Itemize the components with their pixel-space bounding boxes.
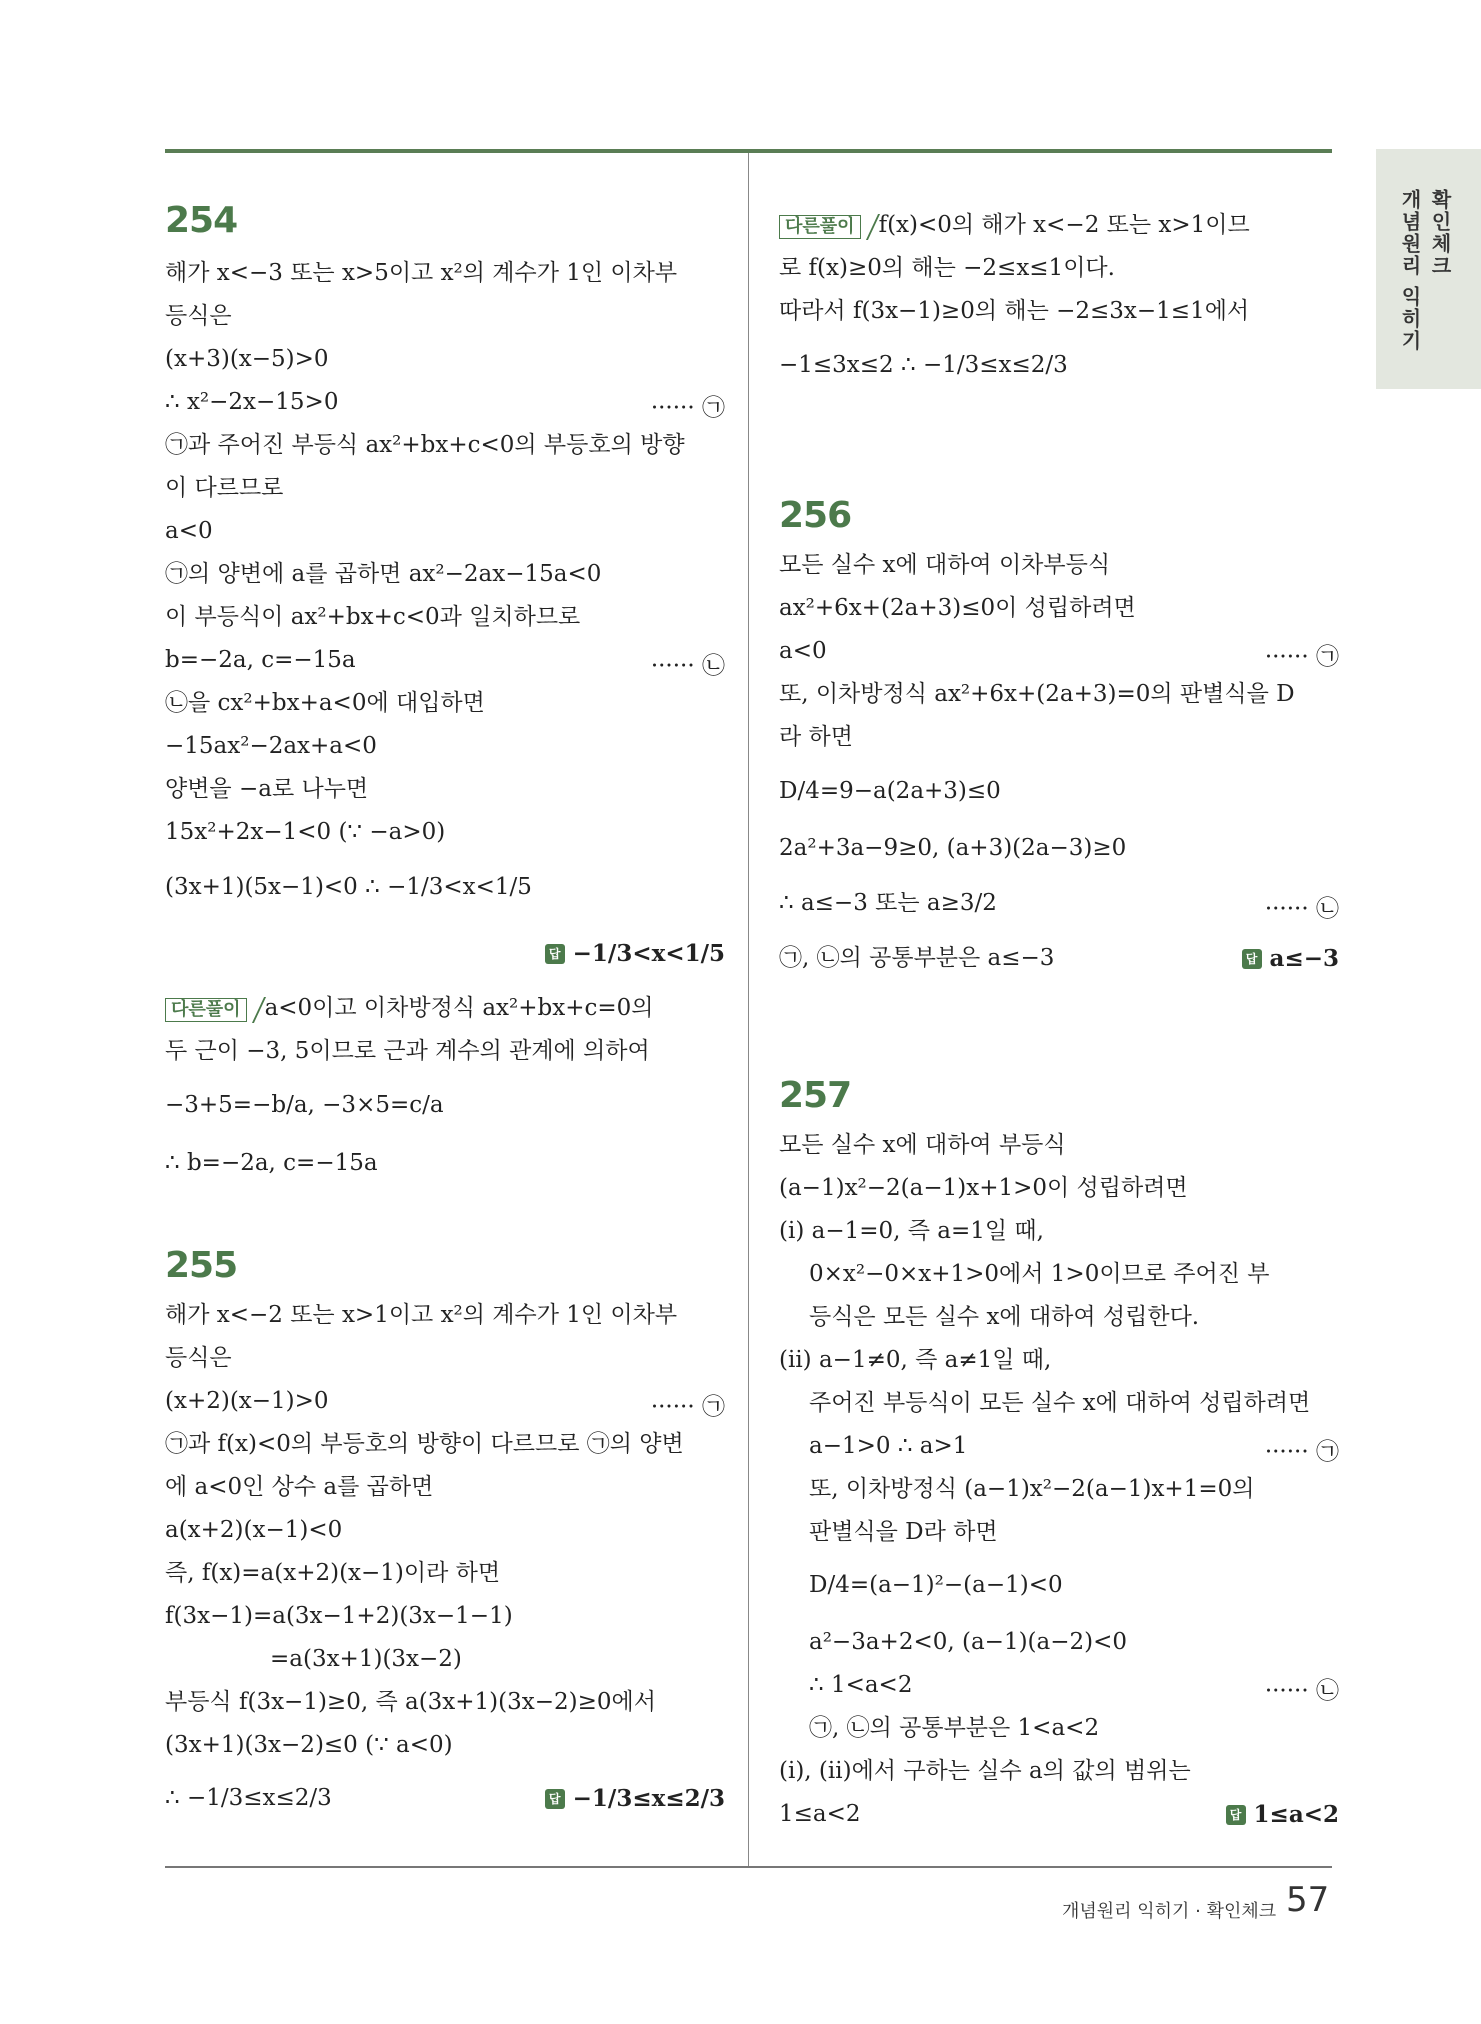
answer-icon: 답 [545,944,565,964]
text-line: 모든 실수 x에 대하여 부등식 [779,1132,1066,1158]
problem-number: 257 [779,1075,852,1116]
text-line: ㉡을 cx²+bx+a<0에 대입하면 [165,690,485,716]
text-line: 해가 x<−2 또는 x>1이고 x²의 계수가 1인 이차부 [165,1302,678,1328]
problem-number: 256 [779,495,852,536]
text-line: 등식은 [165,303,232,329]
text-line: ax²+6x+(2a+3)≤0이 성립하려면 [779,595,1136,621]
text-line: (3x+1)(3x−2)≤0 (∵ a<0) [165,1732,453,1758]
text-line: f(x)<0의 해가 x<−2 또는 x>1이므 [878,212,1250,238]
text-line: (ⅱ) a−1≠0, 즉 a≠1일 때, [779,1347,1052,1373]
page-number: 57 [1286,1880,1330,1920]
text-line: =a(3x+1)(3x−2) [270,1646,462,1672]
text-line: ㉠과 f(x)<0의 부등호의 방향이 다르므로 ㉠의 양변 [165,1431,684,1457]
text-line: (x+2)(x−1)>0 [165,1388,329,1414]
side-tab-line2: 개념원리 익히기 [1398,189,1422,352]
text-line: −15ax²−2ax+a<0 [165,733,377,759]
problem-number: 255 [165,1245,238,1286]
text-line: ㉠, ㉡의 공통부분은 1<a<2 [809,1715,1100,1741]
text-line: 로 f(x)≥0의 해는 −2≤x≤1이다. [779,255,1115,281]
text-line: (ⅰ) a−1=0, 즉 a=1일 때, [779,1218,1044,1244]
text-line: 이 부등식이 ax²+bx+c<0과 일치하므로 [165,604,581,630]
marker-label: ······ ㉠ [1264,644,1339,670]
side-tab [1376,149,1481,389]
text-line: (x+3)(x−5)>0 [165,346,329,372]
problem-number: 254 [165,200,238,241]
text-line: 또, 이차방정식 ax²+6x+(2a+3)=0의 판별식을 D [779,681,1295,707]
answer-text: −1/3≤x≤2/3 [572,1785,725,1812]
bottom-rule [165,1866,1332,1868]
text-line: (ⅰ), (ⅱ)에서 구하는 실수 a의 값의 범위는 [779,1758,1191,1784]
marker-label: ······ ㉡ [1264,896,1339,922]
text-line: 등식은 [165,1345,232,1371]
answer-text: a≤−3 [1269,945,1339,972]
marker-label: ······ ㉡ [650,653,725,679]
text-line: ㉠과 주어진 부등식 ax²+bx+c<0의 부등호의 방향 [165,432,685,458]
text-line: 부등식 f(3x−1)≥0, 즉 a(3x+1)(3x−2)≥0에서 [165,1689,656,1715]
text-line: a−1>0 ∴ a>1 [809,1433,968,1459]
text-line: 라 하면 [779,724,853,750]
answer-text: 1≤a<2 [1253,1801,1339,1828]
column-divider [748,153,749,1866]
text-line: 양변을 −a로 나누면 [165,776,369,802]
text-line: D/4=(a−1)²−(a−1)<0 [809,1572,1063,1598]
text-line: 등식은 모든 실수 x에 대하여 성립한다. [809,1304,1200,1330]
text-line: 주어진 부등식이 모든 실수 x에 대하여 성립하려면 [809,1390,1311,1416]
alt-solution-line [165,995,653,1023]
text-line: 2a²+3a−9≥0, (a+3)(2a−3)≥0 [779,835,1127,861]
answer [1226,1801,1339,1828]
text-line: a²−3a+2<0, (a−1)(a−2)<0 [809,1629,1128,1655]
text-line: 모든 실수 x에 대하여 이차부등식 [779,552,1111,578]
text-line: a(x+2)(x−1)<0 [165,1517,343,1543]
marker-label: ······ ㉡ [1264,1678,1339,1704]
answer-icon: 답 [1242,949,1262,969]
text-line: ∴ a≤−3 또는 a≥3/2 [779,890,997,916]
answer [545,1785,725,1812]
text-line: (a−1)x²−2(a−1)x+1>0이 성립하려면 [779,1175,1188,1201]
text-line: D/4=9−a(2a+3)≤0 [779,778,1001,804]
answer [1242,945,1339,972]
text-line: ∴ x²−2x−15>0 [165,389,339,415]
text-line: a<0이고 이차방정식 ax²+bx+c=0의 [264,995,654,1021]
text-line: −3+5=−b/a, −3×5=c/a [165,1092,444,1118]
answer-text: −1/3<x<1/5 [572,940,725,967]
answer-icon: 답 [545,1789,565,1809]
text-line: (3x+1)(5x−1)<0 ∴ −1/3<x<1/5 [165,874,532,900]
text-line: ∴ b=−2a, c=−15a [165,1150,378,1176]
text-line: 1≤a<2 [779,1801,861,1827]
text-line: ∴ −1/3≤x≤2/3 [165,1785,332,1811]
text-line: ㉠의 양변에 a를 곱하면 ax²−2ax−15a<0 [165,561,602,587]
marker-label: ······ ㉠ [650,395,725,421]
alt-solution-line [779,212,1250,240]
side-tab-line1: 확인체크 [1428,189,1452,277]
text-line: 에 a<0인 상수 a를 곱하면 [165,1474,434,1500]
alt-solution-label: 다른풀이 [165,998,247,1022]
footer-section: 개념원리 익히기 · 확인체크 [1062,1901,1277,1922]
text-line: 해가 x<−3 또는 x>5이고 x²의 계수가 1인 이차부 [165,260,678,286]
text-line: −1≤3x≤2 ∴ −1/3≤x≤2/3 [779,352,1068,378]
text-line: a<0 [165,518,213,544]
text-line: 또, 이차방정식 (a−1)x²−2(a−1)x+1=0의 [809,1476,1255,1502]
alt-solution-label: 다른풀이 [779,215,861,239]
text-line: 이 다르므로 [165,475,284,501]
answer [545,940,725,967]
text-line: b=−2a, c=−15a [165,647,356,673]
text-line: 15x²+2x−1<0 (∵ −a>0) [165,819,446,845]
text-line: ㉠, ㉡의 공통부분은 a≤−3 [779,945,1055,971]
marker-label: ······ ㉠ [1264,1439,1339,1465]
answer-icon: 답 [1226,1805,1246,1825]
text-line: 즉, f(x)=a(x+2)(x−1)이라 하면 [165,1560,501,1586]
marker-label: ······ ㉠ [650,1394,725,1420]
text-line: ∴ 1<a<2 [809,1672,913,1698]
text-line: 따라서 f(3x−1)≥0의 해는 −2≤3x−1≤1에서 [779,298,1250,324]
text-line: 0×x²−0×x+1>0에서 1>0이므로 주어진 부 [809,1261,1270,1287]
text-line: f(3x−1)=a(3x−1+2)(3x−1−1) [165,1603,513,1629]
text-line: a<0 [779,638,827,664]
text-line: 판별식을 D라 하면 [809,1519,998,1545]
text-line: 두 근이 −3, 5이므로 근과 계수의 관계에 의하여 [165,1038,650,1064]
